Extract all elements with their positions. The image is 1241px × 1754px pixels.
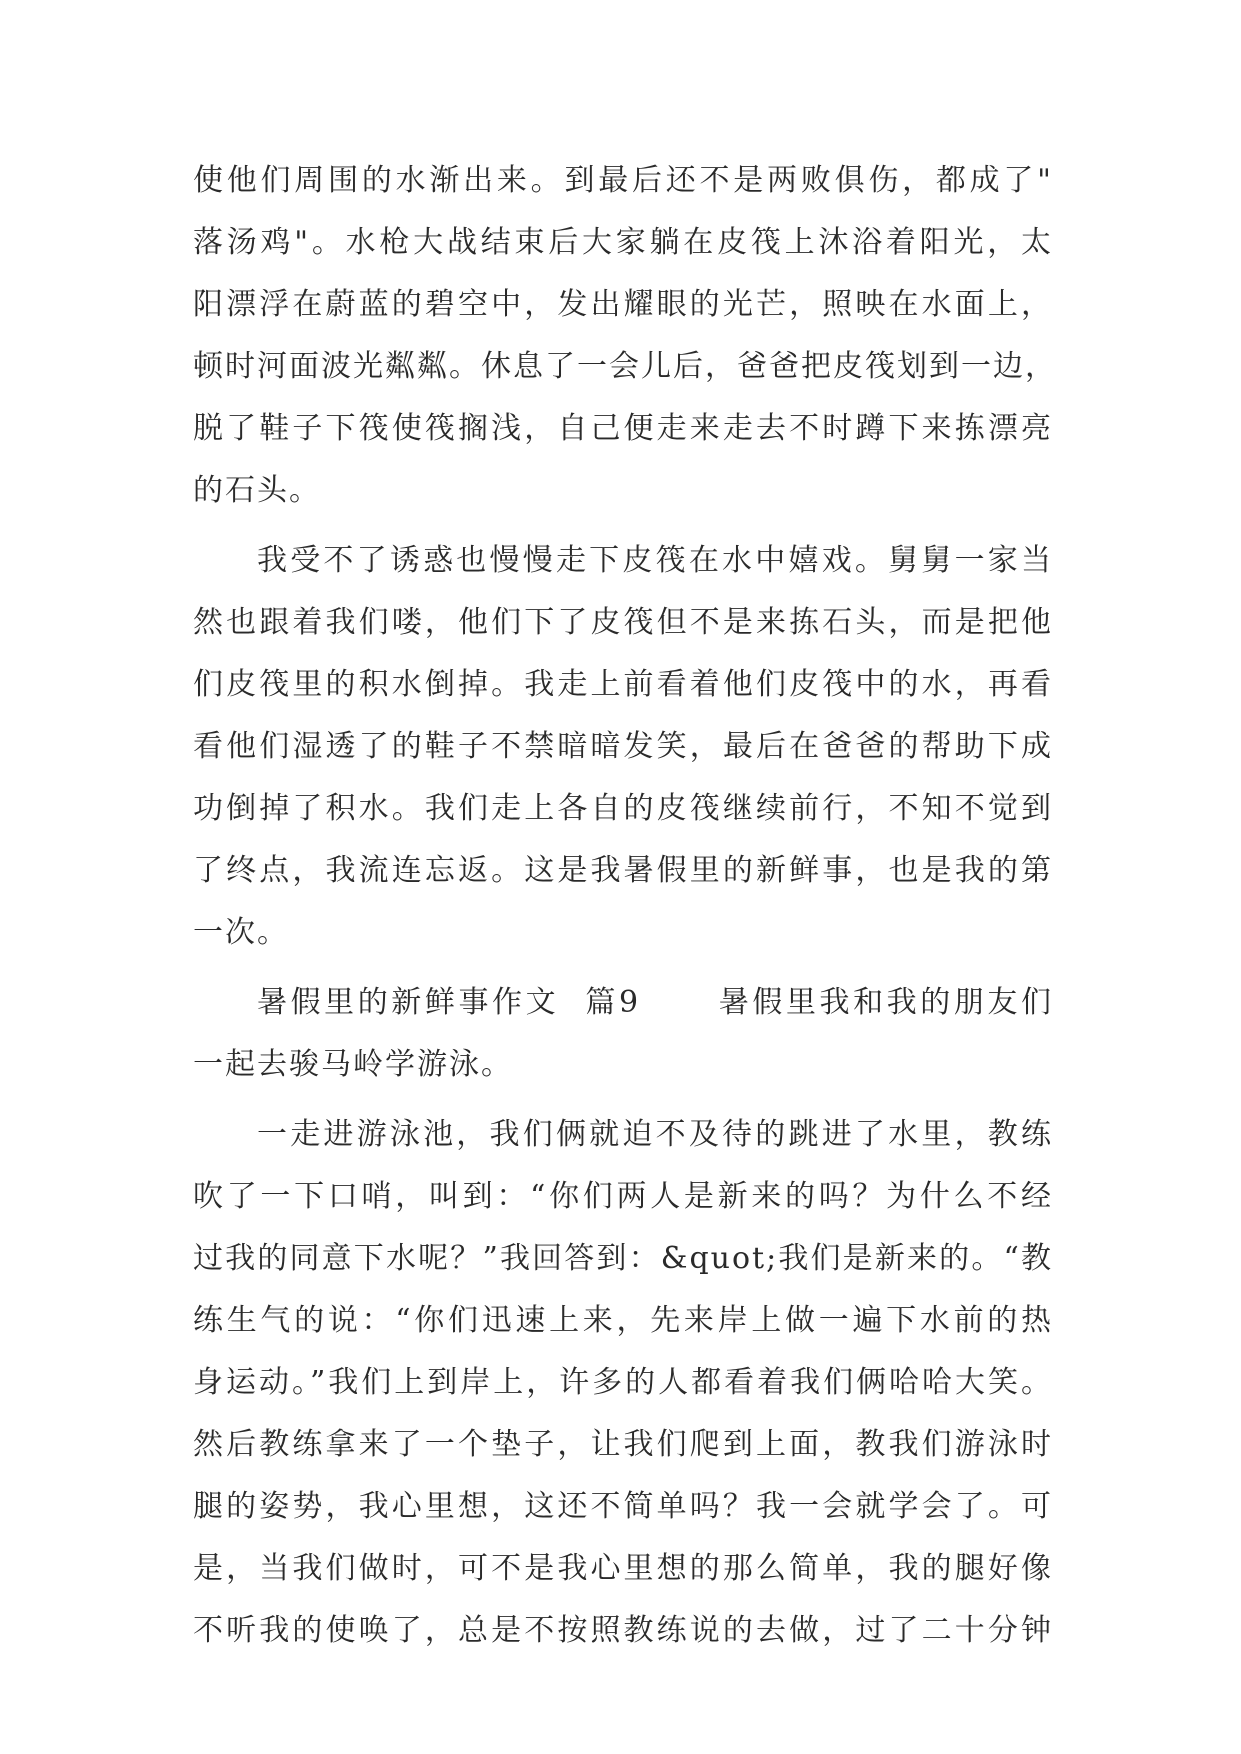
paragraph [193,150,1057,522]
text-line: 落汤鸡"。水枪大战结束后大家躺在皮筏上沐浴着阳光，太 [193,225,1053,260]
text-line: 身运动。”我们上到岸上，许多的人都看着我们俩哈哈大笑。 [193,1365,1053,1400]
text-line: 然后教练拿来了一个垫子，让我们爬到上面，教我们游泳时 [193,1427,1053,1462]
text-line: 顿时河面波光粼粼。休息了一会儿后，爸爸把皮筏划到一边， [193,349,1057,384]
paragraph [193,1104,1053,1662]
section-heading-line: 暑假里的新鲜事作文 篇9 暑假里我和我的朋友们 [257,985,1053,1020]
text-line: 一走进游泳池，我们俩就迫不及待的跳进了水里，教练 [257,1117,1053,1152]
text-line: 过我的同意下水呢？”我回答到：&quot;我们是新来的。“教 [193,1241,1053,1276]
text-line: 吹了一下口哨，叫到：“你们两人是新来的吗？为什么不经 [193,1179,1053,1214]
text-line: 们皮筏里的积水倒掉。我走上前看着他们皮筏中的水，再看 [193,667,1053,702]
text-line: 脱了鞋子下筏使筏搁浅，自己便走来走去不时蹲下来拣漂亮 [193,411,1053,446]
paragraph [193,530,1053,964]
text-line: 我受不了诱惑也慢慢走下皮筏在水中嬉戏。舅舅一家当 [257,543,1053,578]
text-line: 阳漂浮在蔚蓝的碧空中，发出耀眼的光芒，照映在水面上， [193,287,1053,322]
text-line: 了终点，我流连忘返。这是我暑假里的新鲜事，也是我的第 [193,853,1053,888]
text-line: 一次。 [193,915,289,950]
text-line: 使他们周围的水渐出来。到最后还不是两败俱伤，都成了" [193,163,1053,198]
paragraph [193,972,1053,1096]
text-line: 一起去骏马岭学游泳。 [193,1047,513,1082]
text-line: 是，当我们做时，可不是我心里想的那么简单，我的腿好像 [193,1551,1053,1586]
text-line: 练生气的说：“你们迅速上来，先来岸上做一遍下水前的热 [193,1303,1053,1338]
text-line: 功倒掉了积水。我们走上各自的皮筏继续前行，不知不觉到 [193,791,1053,826]
text-line: 看他们湿透了的鞋子不禁暗暗发笑，最后在爸爸的帮助下成 [193,729,1053,764]
text-line: 腿的姿势，我心里想，这还不简单吗？我一会就学会了。可 [193,1489,1053,1524]
document-body [193,150,1057,1662]
text-line: 然也跟着我们喽，他们下了皮筏但不是来拣石头，而是把他 [193,605,1053,640]
text-line: 的石头。 [193,473,321,508]
text-line: 不听我的使唤了，总是不按照教练说的去做，过了二十分钟 [193,1613,1053,1648]
